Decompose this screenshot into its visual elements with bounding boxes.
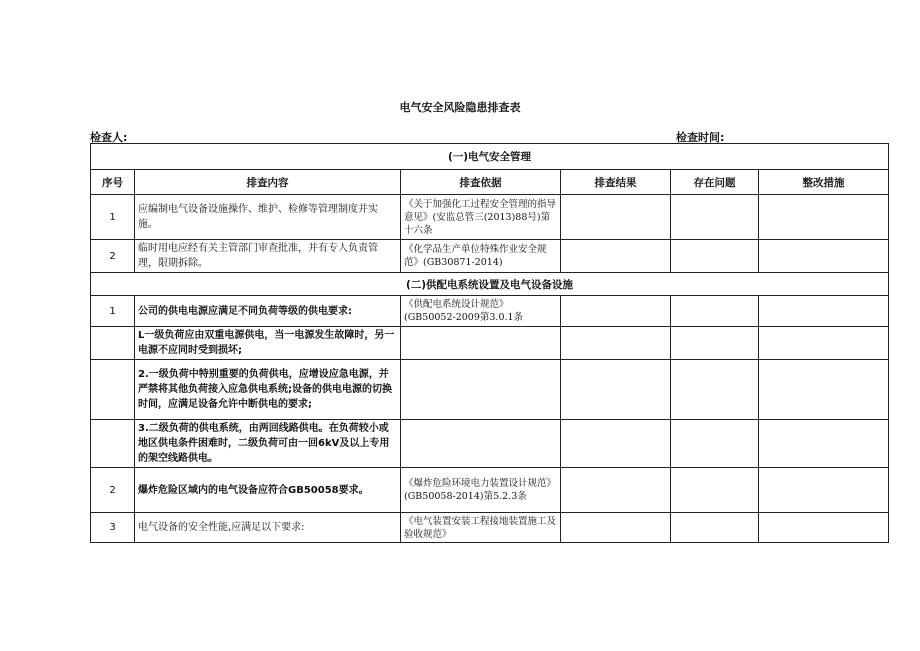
row-result[interactable] <box>561 296 671 327</box>
table-row <box>91 240 889 273</box>
page-title: 电气安全风险隐患排查表 <box>399 101 521 114</box>
row-problem[interactable] <box>671 327 759 360</box>
row-basis: 《电气装置安装工程接地装置施工及验收规范》 <box>401 513 561 543</box>
row-basis: 《化学品生产单位特殊作业安全规范》(GB30871-2014) <box>401 240 561 273</box>
row-result[interactable] <box>561 195 671 240</box>
row-basis <box>401 420 561 468</box>
row-no: 1 <box>91 296 135 327</box>
section-header-row <box>91 144 889 170</box>
row-no <box>91 420 135 468</box>
row-basis <box>401 360 561 420</box>
header-problem: 存在问题 <box>671 170 759 195</box>
row-content: 3.二级负荷的供电系统，由两回线路供电。在负荷较小或地区供电条件困难时，二级负荷可由一回6kV及以上专用的架空线路供电。 <box>135 420 401 468</box>
row-result[interactable] <box>561 468 671 513</box>
row-content: 应编制电气设备设施操作、维护、检修等管理制度并实施。 <box>135 195 401 240</box>
row-basis <box>401 327 561 360</box>
row-no: 2 <box>91 240 135 273</box>
row-result[interactable] <box>561 360 671 420</box>
row-content: 电气设备的安全性能,应满足以下要求: <box>135 513 401 543</box>
row-problem[interactable] <box>671 420 759 468</box>
row-measure[interactable] <box>759 468 889 513</box>
header-measure: 整改措施 <box>759 170 889 195</box>
table-row <box>91 296 889 327</box>
row-no: 1 <box>91 195 135 240</box>
row-measure[interactable] <box>759 327 889 360</box>
row-no <box>91 327 135 360</box>
row-measure[interactable] <box>759 513 889 543</box>
table-row <box>91 513 889 543</box>
row-content: 临时用电应经有关主管部门审查批准，并有专人负责管理，限期拆除。 <box>135 240 401 273</box>
row-basis: 《供配电系统设计规范》(GB50052-2009第3.0.1条 <box>401 296 561 327</box>
row-basis: 《关于加强化工过程安全管理的指导意见》(安监总管三(2013)88号)第十六条 <box>401 195 561 240</box>
row-result[interactable] <box>561 240 671 273</box>
row-content: 爆炸危险区域内的电气设备应符合GB50058要求。 <box>135 468 401 513</box>
row-measure[interactable] <box>759 240 889 273</box>
row-problem[interactable] <box>671 360 759 420</box>
header-basis: 排查依据 <box>401 170 561 195</box>
row-problem[interactable] <box>671 296 759 327</box>
row-problem[interactable] <box>671 468 759 513</box>
table-row <box>91 420 889 468</box>
header-result: 排查结果 <box>561 170 671 195</box>
section-title-2: (二)供配电系统设置及电气设备设施 <box>91 273 889 296</box>
row-problem[interactable] <box>671 513 759 543</box>
header-no: 序号 <box>91 170 135 195</box>
inspector-label: 检查人: <box>90 131 128 144</box>
section-title-1: (一)电气安全管理 <box>91 144 889 170</box>
row-result[interactable] <box>561 327 671 360</box>
row-content: 公司的供电电源应满足不同负荷等级的供电要求: <box>135 296 401 327</box>
row-measure[interactable] <box>759 360 889 420</box>
row-no: 3 <box>91 513 135 543</box>
table-row <box>91 327 889 360</box>
row-result[interactable] <box>561 420 671 468</box>
row-measure[interactable] <box>759 195 889 240</box>
table-row <box>91 195 889 240</box>
column-header-row <box>91 170 889 195</box>
row-problem[interactable] <box>671 240 759 273</box>
row-content: L一级负荷应由双重电源供电，当一电源发生故障时，另一电源不应同时受到损坏; <box>135 327 401 360</box>
table-row <box>91 360 889 420</box>
row-basis: 《爆炸危险环境电力装置设计规范》(GB50058-2014)第5.2.3条 <box>401 468 561 513</box>
section-header-row <box>91 273 889 296</box>
table-row <box>91 468 889 513</box>
row-result[interactable] <box>561 513 671 543</box>
row-no <box>91 360 135 420</box>
inspection-table <box>90 143 889 543</box>
row-measure[interactable] <box>759 420 889 468</box>
row-measure[interactable] <box>759 296 889 327</box>
inspection-time-label: 检查时间: <box>676 131 725 144</box>
row-no: 2 <box>91 468 135 513</box>
row-content: 2.一级负荷中特别重要的负荷供电，应增设应急电源，并严禁将其他负荷接入应急供电系统;设备的供电电源的切换时间，应满足设备允许中断供电的要求; <box>135 360 401 420</box>
header-content: 排查内容 <box>135 170 401 195</box>
row-problem[interactable] <box>671 195 759 240</box>
